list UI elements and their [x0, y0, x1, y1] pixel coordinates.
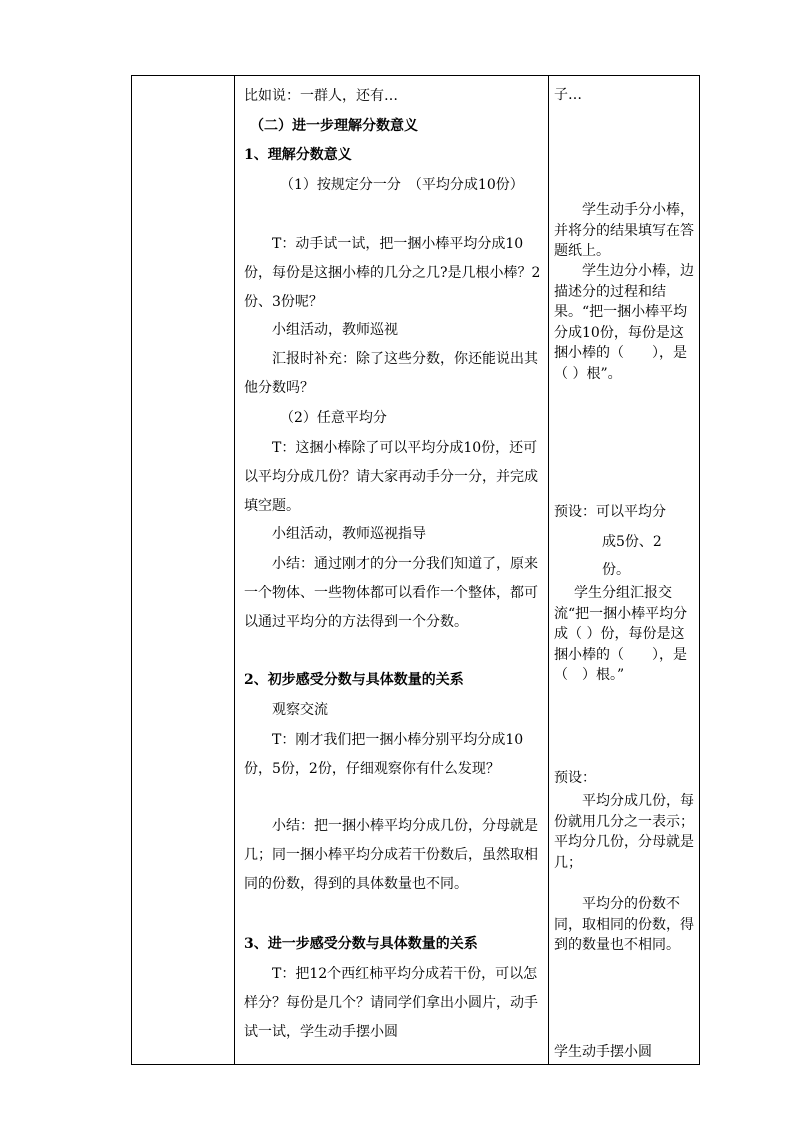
teaching-process-column [236, 76, 548, 1064]
student-note: 学生动手分小棒，并将分的结果填写在答题纸上。 [554, 202, 694, 259]
student-note: 学生边分小棒，边描述分的过程和结果。“把一捆小棒平均分成10份，每份是这捆小棒的（ ），是（ ）根”。 [554, 263, 694, 382]
stage-column [132, 76, 234, 1064]
text-paragraph: （1）按规定分一分 （平均分成10份） [280, 177, 524, 193]
column-divider [234, 76, 235, 1064]
section-heading: 1、理解分数意义 [244, 147, 352, 163]
student-note: 平均分的份数不同，取相同的份数，得到的数量也不相同。 [554, 896, 694, 953]
student-note: 平均分成几份，每份就用几分之一表示；平均分几份，分母就是几； [554, 793, 694, 871]
section-heading: 2、初步感受分数与具体数量的关系 [244, 672, 464, 688]
student-note: 份。 [602, 562, 630, 578]
text-paragraph: 小结：通过刚才的分一分我们知道了，原来一个物体、一些物体都可以看作一个整体，都可以通过平均分的方法得到一个分数。 [244, 556, 538, 630]
student-note: 成5份、2 [602, 534, 662, 550]
text-paragraph: 汇报时补充：除了这些分数，你还能说出其他分数吗？ [244, 351, 538, 396]
text-paragraph: （2）任意平均分 [280, 410, 387, 426]
section-heading: 3、进一步感受分数与具体数量的关系 [244, 936, 478, 952]
text-paragraph: T：动手试一试，把一捆小棒平均分成10份，每份是这捆小棒的几分之几?是几根小棒？2份、3份呢？ [244, 236, 541, 310]
student-note: 学生动手摆小圆 [554, 1044, 652, 1060]
student-note: 学生分组汇报交流“把一捆小棒平均分成（ ）份，每份是这捆小棒的（ ），是（ ）根。” [554, 585, 688, 683]
lesson-table [131, 75, 700, 1065]
section-heading: （二）进一步理解分数意义 [250, 118, 418, 134]
text-paragraph: T：刚才我们把一捆小棒分别平均分成10份，5份，2份，仔细观察你有什么发现？ [244, 732, 524, 777]
text-paragraph: 小组活动，教师巡视指导 [272, 526, 426, 542]
text-paragraph: 小组活动，教师巡视 [272, 322, 398, 338]
student-note: 子… [554, 87, 582, 103]
text-paragraph: 观察交流 [272, 702, 328, 718]
student-note: 预设： [554, 770, 596, 786]
text-paragraph: T：这捆小棒除了可以平均分成10份，还可以平均分成几份？请大家再动手分一分，并完成填空题。 [244, 440, 538, 514]
text-paragraph: T：把12个西红柿平均分成若干份，可以怎样分？每份是几个？请同学们拿出小圆片，动手试一试，学生动手摆小圆 [244, 966, 538, 1040]
text-paragraph: 小结：把一捆小棒平均分成几份，分母就是几；同一捆小棒平均分成若干份数后，虽然取相同的份数，得到的具体数量也不同。 [244, 818, 538, 892]
column-divider [548, 76, 549, 1064]
text-paragraph: 比如说：一群人，还有… [244, 88, 398, 104]
student-activity-column [550, 76, 698, 1064]
student-note: 预设：可以平均分 [554, 504, 666, 520]
